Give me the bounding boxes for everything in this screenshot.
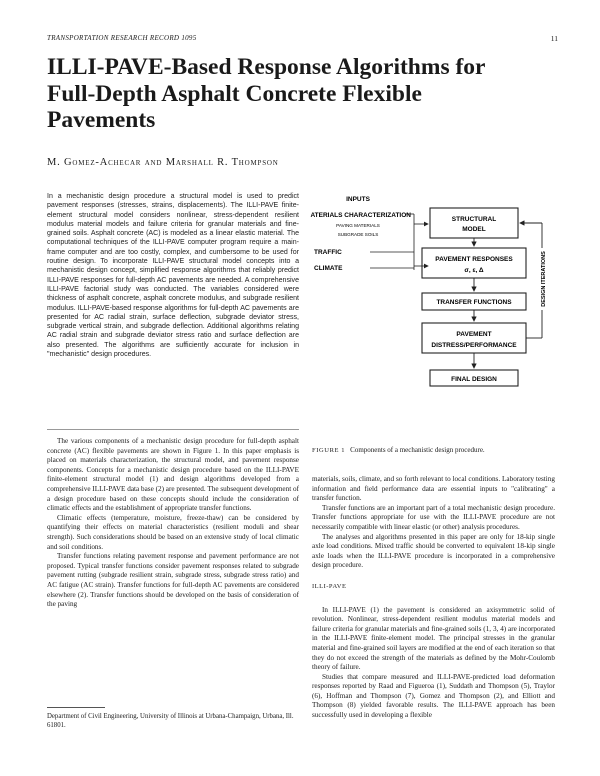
paragraph: Climatic effects (temperature, moisture, freeze-thaw) can be considered by quantifying their effects on material characteristics (resilient moduli and shear strength). Such considerations should be based on an extensive study of local climatic and soil conditions. [47, 513, 299, 551]
fig-structural-2: MODEL [462, 226, 486, 233]
title-line-2: Full-Depth Asphalt Concrete Flexible [47, 80, 422, 107]
paragraph: materials, soils, climate, and so forth relevant to local conditions. Laboratory testing information and field performance data are essential inputs to "calibrating" a transfer function. [312, 475, 555, 503]
paragraph: Transfer functions relating pavement response and pavement performance are not proposed. Typical transfer functions consider pavement responses related to subgrade pavement rutting (subgrade resilient strain, subgrade stress, subgrade stress ratio) and AC fatigue (AC strain). Transfer functions for full-depth AC pavements are considered elsewhere (2). Transfer functions should be developed on the basis of consideration of the paving [47, 552, 299, 609]
abstract: In a mechanistic design procedure a structural model is used to predict pavement responses (stresses, strains, displacements). The ILLI-PAVE finite-element structural model considers nonlinear, stress-dependent resilient modulus material models and failure criteria for granular materials and fine-grained soils. Asphalt concrete (AC) is modeled as a linear elastic material. The computational techniques of the ILLI-PAVE computer program require a main-frame computer and are too costly, complex, and cumbersome to be used for routine design. To incorporate ILLI-PAVE structural model concepts into a mechanistic design concept, simplified response algorithms that reliably predict ILLI-PAVE responses for full-depth AC pavements are needed. A comprehensive ILLI-PAVE factorial study was conducted. The variables considered were thickness of asphalt concrete, asphalt concrete modulus, and subgrade resilient modulus. ILLI-PAVE-based response algorithms for full-depth AC pavements are presented for AC radial strain, surface deflection, subgrade deviator stress, subgrade vertical strain, and subgrade deflection. Additional algorithms relating AC radial strain and subgrade deviator stress ratio and surface deflection are also presented. The algorithms are sufficiently accurate for inclusion in "mechanistic" design procedures. [47, 193, 299, 359]
abstract-divider [47, 429, 299, 430]
fig-inputs-label: INPUTS [346, 196, 370, 203]
page-number: 11 [550, 34, 558, 43]
figure-label: FIGURE 1 [312, 447, 346, 454]
fig-design-iterations: DESIGN ITERATIONS [541, 251, 547, 307]
figure-1-flowchart [310, 186, 558, 442]
fig-transfer: TRANSFER FUNCTIONS [436, 299, 512, 306]
fig-responses-2: σ, ε, Δ [464, 267, 484, 274]
paragraph: Transfer functions are an important part of a total mechanistic design procedure. Transfer functions appropriate for use with the ILLI-PAVE procedure are not necessarily compatible with linear elastic (or other) analysis procedures. [312, 503, 555, 531]
fig-climate-label: CLIMATE [314, 265, 343, 272]
fig-traffic-label: TRAFFIC [314, 249, 342, 256]
paragraph: The analyses and algorithms presented in this paper are only for 18-kip single axle load conditions. Mixed traffic should be converted to equivalent 18-kip single axle loads when the ILLI-PAVE procedure is incorporated in a comprehensive design procedure. [312, 532, 555, 570]
paragraph: The various components of a mechanistic design procedure for full-depth asphalt concrete (AC) flexible pavements are shown in Figure 1. In this paper emphasis is placed on materials characterization, the structural model, and pavement response components. Concepts for a mechanistic design procedure based on the ILLI-PAVE finite-element structural model (1) and design algorithms developed from a comprehensive ILLI-PAVE data base (2) are presented. The subsequent development of a design procedure based on these concepts should include the consideration of climatic effects and the establishment of appropriate transfer functions. [47, 437, 299, 513]
body-column-left [47, 437, 299, 610]
fig-structural-1: STRUCTURAL [451, 216, 497, 223]
journal-name: TRANSPORTATION RESEARCH RECORD 1095 [47, 34, 197, 42]
body-column-right [312, 475, 555, 721]
fig-subgrade-label: SUBGRADE SOILS [337, 232, 379, 237]
paragraph: In ILLI-PAVE (1) the pavement is considered an axisymmetric solid of revolution. Nonlinear, stress-dependent resilient modulus material models and failure criteria for granular materials and fine-grained soils (1, 3, 4) are incorporated in the ILLI-PAVE finite-element model. The principal stresses in the granular material and fine-grained soil layers are modified at the end of each iteration so that they do not exceed the strength of the materials as defined by the Mohr-Coulomb theory of failure. [312, 605, 555, 672]
authors: M. Gomez-Achecar and Marshall R. Thompson [47, 157, 279, 168]
footnote-divider [47, 707, 105, 708]
fig-distress-1: PAVEMENT [456, 331, 492, 338]
running-header [47, 34, 558, 46]
fig-materials-label: MATERIALS CHARACTERIZATION [310, 212, 411, 219]
fig-paving-label: PAVING MATERIALS [336, 223, 380, 228]
fig-responses-1: PAVEMENT RESPONSES [435, 256, 513, 263]
fig-final: FINAL DESIGN [451, 376, 497, 383]
author-affiliation-footnote: Department of Civil Engineering, University of Illinois at Urbana-Champaign, Urbana, Ill. 61801. [47, 713, 294, 729]
paper-title [47, 54, 547, 134]
figure-caption-text: Components of a mechanistic design procedure. [350, 446, 485, 454]
title-line-1: ILLI-PAVE-Based Response Algorithms for [47, 54, 486, 80]
paragraph: Studies that compare measured and ILLI-PAVE-predicted load deformation responses reported by Raad and Figueroa (1), Suddath and Thompson (5), Traylor (6), Hoffman and Thompson (7), Gomez and Thompson (2), and Elliott and Thompson (8) yielded favorable results. The ILLI-PAVE approach has been successfully used in developing a flexible [312, 672, 555, 720]
figure-caption [312, 446, 557, 455]
section-heading: ILLI-PAVE [312, 582, 347, 590]
fig-box-structural-model [430, 208, 518, 238]
title-line-3: Pavements [47, 107, 156, 133]
fig-distress-2: DISTRESS/PERFORMANCE [431, 342, 517, 349]
